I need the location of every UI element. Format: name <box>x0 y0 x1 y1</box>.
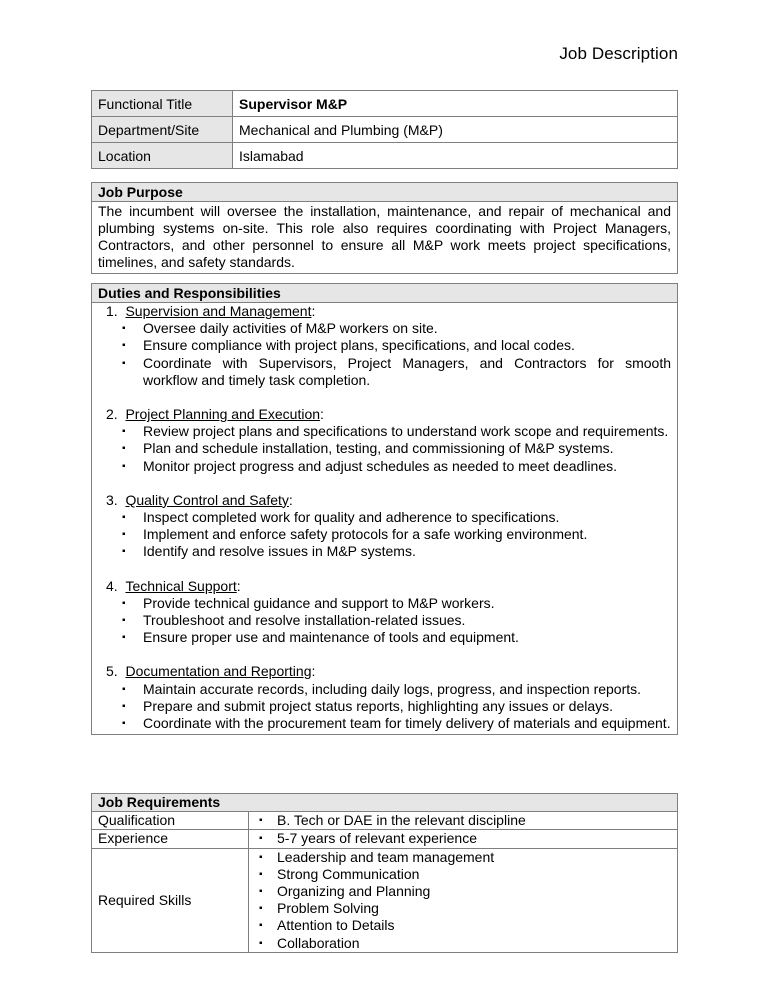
table-row <box>92 848 678 952</box>
job-info-table <box>91 90 678 169</box>
duty-number: 5. <box>106 663 118 680</box>
qualification-label: Qualification <box>92 812 249 830</box>
list-item <box>98 355 671 389</box>
list-item <box>255 849 671 866</box>
duty-number: 3. <box>106 491 118 508</box>
duty-bullet-text: Provide technical guidance and support to M&P workers. <box>143 594 495 611</box>
duty-heading: 4. Technical Support: <box>106 577 241 594</box>
duty-title: Supervision and Management <box>125 303 312 319</box>
bullet-icon: ▪ <box>122 357 126 369</box>
duties-section <box>91 283 678 735</box>
bullet-icon: ▪ <box>122 718 126 730</box>
duty-title: Project Planning and Execution <box>125 406 321 423</box>
job-purpose-text: The incumbent will oversee the installation, maintenance, and repair of mechanical and plumbing systems on-site. This role also requires coordinating with Project Managers, Contractors, and other personnel to ensure all M&P work meets project specifications, timelines, and safety standards. <box>98 203 671 270</box>
duty-group <box>98 406 671 475</box>
list-item <box>98 458 671 475</box>
duty-group <box>98 663 671 732</box>
bullet-icon: ▪ <box>259 903 263 915</box>
duty-bullet-text: Monitor project progress and adjust schedules as needed to meet deadlines. <box>143 457 617 474</box>
bullet-icon: ▪ <box>122 632 126 644</box>
experience-value-cell <box>249 830 678 848</box>
department-label: Department/Site <box>92 117 233 143</box>
qualification-value: B. Tech or DAE in the relevant discipline <box>277 812 526 829</box>
duty-heading: 2. Project Planning and Execution: <box>106 406 324 423</box>
duty-heading: 5. Documentation and Reporting: <box>106 663 316 680</box>
bullet-icon: ▪ <box>259 886 263 898</box>
duty-group <box>98 578 671 647</box>
duty-bullets <box>98 595 671 647</box>
duty-bullet-text: Coordinate with Supervisors, Project Managers, and Contractors for smooth workflow and timely task completion. <box>143 354 671 388</box>
job-requirements-heading: Job Requirements <box>92 794 678 812</box>
list-item <box>98 423 671 440</box>
bullet-icon: ▪ <box>259 815 263 827</box>
bullet-icon: ▪ <box>122 615 126 627</box>
duty-bullet-text: Troubleshoot and resolve installation-related issues. <box>143 612 466 629</box>
list-item <box>255 883 671 900</box>
skill-item: Problem Solving <box>277 900 379 917</box>
duty-heading: 1. Supervision and Management: <box>106 303 316 319</box>
duty-bullet-text: Identify and resolve issues in M&P systems. <box>143 543 416 560</box>
duty-bullets <box>98 509 671 561</box>
duty-group <box>98 492 671 561</box>
table-row <box>92 830 678 848</box>
job-purpose-section <box>91 182 678 274</box>
duty-bullets <box>98 320 671 389</box>
bullet-icon: ▪ <box>122 460 126 472</box>
list-item <box>98 526 671 543</box>
list-item <box>98 440 671 457</box>
bullet-icon: ▪ <box>122 512 126 524</box>
skill-item: Strong Communication <box>277 865 420 882</box>
duty-title: Technical Support <box>125 577 237 594</box>
bullet-icon: ▪ <box>122 443 126 455</box>
duty-bullet-text: Coordinate with the procurement team for timely delivery of materials and equipment. <box>143 715 671 732</box>
required-skills-label: Required Skills <box>92 848 249 952</box>
list-item <box>98 509 671 526</box>
job-purpose-heading: Job Purpose <box>92 183 677 202</box>
list-item <box>255 900 671 917</box>
bullet-icon: ▪ <box>122 323 126 335</box>
skill-item: Attention to Details <box>277 917 395 934</box>
bullet-icon: ▪ <box>122 426 126 438</box>
duty-number: 4. <box>106 577 118 594</box>
table-row <box>92 143 678 169</box>
duty-title: Documentation and Reporting <box>125 663 312 680</box>
list-item <box>98 698 671 715</box>
bullet-icon: ▪ <box>259 920 263 932</box>
bullet-icon: ▪ <box>122 700 126 712</box>
bullet-icon: ▪ <box>259 868 263 880</box>
bullet-icon: ▪ <box>122 529 126 541</box>
location-label: Location <box>92 143 233 169</box>
required-skills-list <box>255 849 671 952</box>
list-item <box>255 935 671 952</box>
duty-bullet-text: Plan and schedule installation, testing, and commissioning of M&P systems. <box>143 440 614 457</box>
bullet-icon: ▪ <box>122 546 126 558</box>
list-item <box>98 543 671 560</box>
list-item <box>98 612 671 629</box>
list-item <box>98 320 671 337</box>
department-value: Mechanical and Plumbing (M&P) <box>233 117 678 143</box>
list-item <box>98 629 671 646</box>
duty-bullets <box>98 681 671 733</box>
list-item <box>98 337 671 354</box>
duty-bullets <box>98 423 671 475</box>
skill-item: Collaboration <box>277 934 360 951</box>
duty-bullet-text: Review project plans and specifications to understand work scope and requirements. <box>143 423 669 440</box>
page-title: Job Description <box>559 44 678 63</box>
duty-title: Quality Control and Safety <box>125 491 289 508</box>
list-item <box>255 866 671 883</box>
bullet-icon: ▪ <box>122 340 126 352</box>
bullet-icon: ▪ <box>259 937 263 949</box>
bullet-icon: ▪ <box>122 683 126 695</box>
list-item <box>98 681 671 698</box>
list-item <box>98 595 671 612</box>
duty-heading: 3. Quality Control and Safety: <box>106 491 293 508</box>
duty-number: 1. <box>106 303 118 319</box>
duty-bullet-text: Ensure proper use and maintenance of tools and equipment. <box>143 629 519 646</box>
duties-list <box>92 303 677 734</box>
duty-bullet-text: Oversee daily activities of M&P workers on site. <box>143 320 438 337</box>
experience-value: 5-7 years of relevant experience <box>277 830 477 847</box>
duty-number: 2. <box>106 406 118 423</box>
table-row <box>92 117 678 143</box>
duty-bullet-text: Ensure compliance with project plans, specifications, and local codes. <box>143 337 575 354</box>
bullet-icon: ▪ <box>259 851 263 863</box>
functional-title-label: Functional Title <box>92 91 233 117</box>
table-row <box>92 794 678 812</box>
experience-label: Experience <box>92 830 249 848</box>
duty-bullet-text: Inspect completed work for quality and adherence to specifications. <box>143 509 560 526</box>
duty-bullet-text: Maintain accurate records, including daily logs, progress, and inspection reports. <box>143 680 642 697</box>
qualification-value-cell <box>249 812 678 830</box>
bullet-icon: ▪ <box>122 597 126 609</box>
location-value: Islamabad <box>233 143 678 169</box>
duty-bullet-text: Prepare and submit project status reports, highlighting any issues or delays. <box>143 697 614 714</box>
list-item <box>255 812 671 829</box>
list-item <box>255 830 671 847</box>
functional-title-value: Supervisor M&P <box>233 91 678 117</box>
table-row <box>92 91 678 117</box>
required-skills-cell <box>249 848 678 952</box>
list-item <box>98 715 671 732</box>
job-requirements-table <box>91 793 678 953</box>
duty-bullet-text: Implement and enforce safety protocols for a safe working environment. <box>143 526 588 543</box>
skill-item: Leadership and team management <box>277 848 495 865</box>
bullet-icon: ▪ <box>259 833 263 845</box>
duties-heading: Duties and Responsibilities <box>92 284 677 303</box>
duty-group <box>98 303 671 389</box>
table-row <box>92 812 678 830</box>
skill-item: Organizing and Planning <box>277 883 431 900</box>
list-item <box>255 917 671 934</box>
